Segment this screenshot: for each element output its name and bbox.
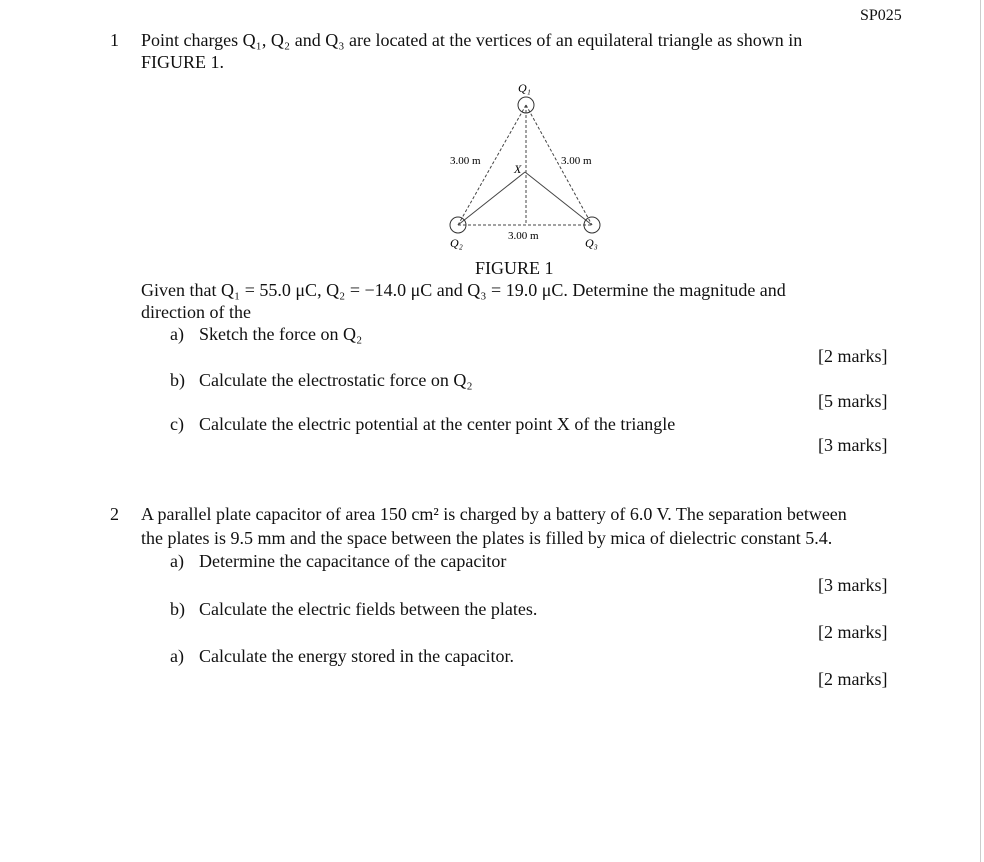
question-2-text-line2: the plates is 9.5 mm and the space between the plates is filled by mica of dielectric constant 5.4. [141, 528, 833, 548]
q1-part-a-label: a) [170, 324, 184, 344]
q1-part-b-text: Calculate the electrostatic force on Q₂ [199, 370, 473, 390]
q2-part-b-text: Calculate the electric fields between the plates. [199, 599, 538, 619]
label-side-bottom: 3.00 m [508, 230, 539, 242]
q1-part-c-label: c) [170, 414, 184, 434]
q2-part-b-marks: [2 marks] [818, 622, 888, 642]
q1-part-c-marks: [3 marks] [818, 435, 888, 455]
figure-caption: FIGURE 1 [475, 258, 554, 278]
q2-part-a-text: Determine the capacitance of the capacitor [199, 551, 507, 571]
q2-part-c-label: a) [170, 646, 184, 666]
question-1-text-line1: Point charges Q₁, Q₂ and Q₃ are located at the vertices of an equilateral triangle as shown in [141, 30, 803, 50]
figure-1-triangle [430, 75, 630, 260]
question-2-text-line1: A parallel plate capacitor of area 150 cm² is charged by a battery of 6.0 V. The separation between [141, 504, 847, 524]
label-q2: Q₂ [450, 236, 463, 250]
label-q3: Q₃ [585, 236, 598, 250]
q2-part-a-label: a) [170, 551, 184, 571]
label-x: X [514, 162, 522, 176]
page-edge [980, 0, 981, 862]
label-side-right: 3.00 m [561, 155, 592, 167]
q2-part-b-label: b) [170, 599, 185, 619]
question-2-number: 2 [110, 504, 119, 524]
given-line2: direction of the [141, 302, 251, 322]
given-line1: Given that Q₁ = 55.0 μC, Q₂ = −14.0 μC and Q₃ = 19.0 μC. Determine the magnitude and [141, 280, 786, 300]
q1-part-a-marks: [2 marks] [818, 346, 888, 366]
q1-part-c-text: Calculate the electric potential at the center point X of the triangle [199, 414, 676, 434]
q2-part-c-marks: [2 marks] [818, 669, 888, 689]
question-1-text-line2: FIGURE 1. [141, 52, 225, 72]
q2-part-c-text: Calculate the energy stored in the capacitor. [199, 646, 515, 666]
q1-part-b-marks: [5 marks] [818, 391, 888, 411]
page-code: SP025 [860, 7, 902, 24]
question-1-number: 1 [110, 30, 119, 50]
label-q1: Q₁ [518, 81, 531, 95]
q2-part-a-marks: [3 marks] [818, 575, 888, 595]
label-side-left: 3.00 m [450, 155, 481, 167]
q1-part-b-label: b) [170, 370, 185, 390]
q1-part-a-text: Sketch the force on Q₂ [199, 324, 363, 344]
